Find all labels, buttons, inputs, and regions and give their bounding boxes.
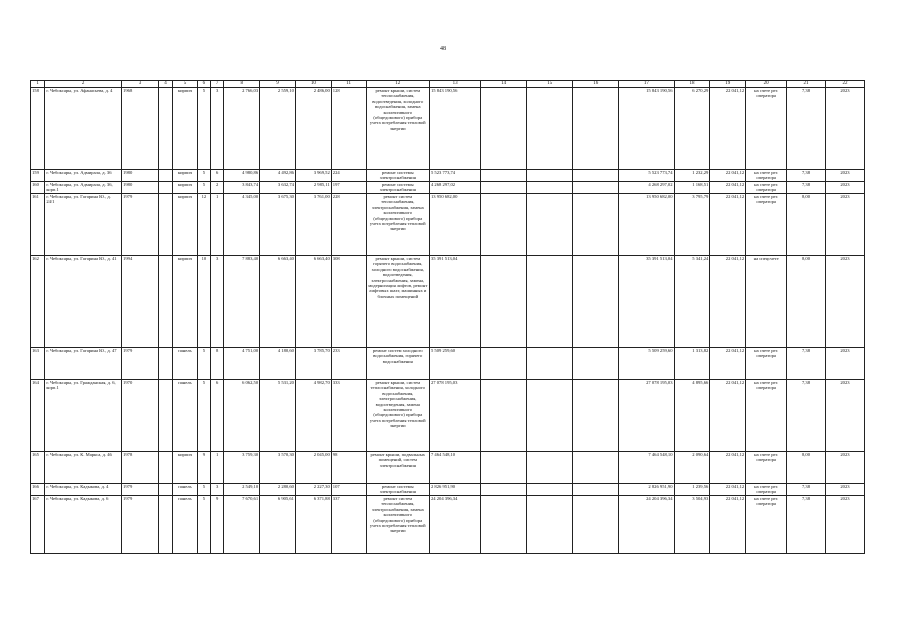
cell-a-living: 6 663,40: [260, 256, 296, 348]
cell-unit: 5 341,24: [674, 256, 710, 348]
cell-year: 1970: [122, 380, 159, 452]
cell-cost-fund: 24 204 396,34: [619, 496, 674, 554]
cell-c16: [573, 380, 619, 452]
cell-method: на счете рег. оператора: [746, 348, 787, 380]
cell-cost-fund: 27 078 195,03: [619, 380, 674, 452]
cell-cost-total: 13 950 682,00: [429, 194, 480, 256]
cell-a-living: 6 905,61: [260, 496, 296, 554]
cell-rate: 7,38: [787, 182, 826, 194]
cell-c16: [573, 88, 619, 170]
cell-c4: [158, 88, 172, 170]
cell-c14: [481, 380, 527, 452]
column-number: 2: [45, 81, 122, 88]
table-row: [31, 88, 865, 170]
cell-a-res: 2 985,11: [295, 182, 331, 194]
cell-wall: кирпич: [173, 452, 198, 484]
cell-limit: 22 041,12: [710, 452, 746, 484]
cell-method: на счете рег. оператора: [746, 484, 787, 496]
repair-program-table: [30, 80, 865, 554]
cell-c4: [158, 194, 172, 256]
cell-addr: г. Чебоксары, ул. Афанасьева, д. 4: [45, 88, 122, 170]
cell-term: 2023: [825, 182, 864, 194]
column-number: 14: [481, 81, 527, 88]
cell-cost-fund: 5 523 773,74: [619, 170, 674, 182]
cell-wall: кирпич: [173, 88, 198, 170]
cell-cost-total: 2 826 951,90: [429, 484, 480, 496]
cell-unit: 1 239,56: [674, 484, 710, 496]
cell-addr: г. Чебоксары, ул. Гагарина Ю., д. 41: [45, 256, 122, 348]
cell-c14: [481, 194, 527, 256]
cell-rate: 7,38: [787, 348, 826, 380]
cell-a-res: 3 785,70: [295, 348, 331, 380]
cell-works: ремонт системы электроснабжения: [366, 484, 429, 496]
cell-term: 2023: [825, 484, 864, 496]
table-row: [31, 496, 865, 554]
cell-c16: [573, 182, 619, 194]
cell-unit: 3 795,79: [674, 194, 710, 256]
cell-unit: 1 313,82: [674, 348, 710, 380]
table-row: [31, 182, 865, 194]
cell-n: 164: [31, 380, 45, 452]
cell-addr: г. Чебоксары, ул. Кадыкова, д. 6: [45, 496, 122, 554]
cell-rate: 7,38: [787, 496, 826, 554]
cell-limit: 22 041,12: [710, 182, 746, 194]
cell-a-total: 4 980,86: [224, 170, 260, 182]
column-number: 9: [260, 81, 296, 88]
cell-limit: 22 041,12: [710, 194, 746, 256]
cell-c15: [527, 348, 573, 380]
cell-rate: 7,38: [787, 170, 826, 182]
cell-ent: 1: [211, 194, 224, 256]
cell-year: 1978: [122, 452, 159, 484]
cell-people: 128: [331, 88, 366, 170]
cell-works: ремонт крыши, систем теплоснабжения, холодного водоснабжения, электроснабжения, водоотведения, замена коллективного (общедомового) прибора учета потребления тепловой энергии: [366, 380, 429, 452]
cell-n: 159: [31, 170, 45, 182]
cell-term: 2023: [825, 194, 864, 256]
cell-a-total: 2 766,03: [224, 88, 260, 170]
cell-method: на спецсчете: [746, 256, 787, 348]
cell-a-res: 3 969,52: [295, 170, 331, 182]
cell-cost-total: 4 268 297,02: [429, 182, 480, 194]
cell-limit: 22 041,12: [710, 484, 746, 496]
table-row: [31, 484, 865, 496]
column-number: 6: [197, 81, 210, 88]
cell-ent: 6: [211, 170, 224, 182]
cell-c15: [527, 194, 573, 256]
cell-works: ремонт системы электроснабжения: [366, 170, 429, 182]
column-number: 22: [825, 81, 864, 88]
cell-method: на счете рег. оператора: [746, 88, 787, 170]
cell-works: ремонт систем теплоснабжения, электроснабжения, замена коллективного (общедомового) прибора учета потребления тепловой энергии: [366, 194, 429, 256]
column-number: 15: [527, 81, 573, 88]
cell-addr: г. Чебоксары, ул. Адмирала, д. 36: [45, 170, 122, 182]
cell-a-res: 6 663,40: [295, 256, 331, 348]
cell-ent: 3: [211, 88, 224, 170]
cell-addr: г. Чебоксары, ул. К. Маркса, д. 46: [45, 452, 122, 484]
table-row: [31, 380, 865, 452]
cell-a-res: 2 045,00: [295, 452, 331, 484]
column-number: 7: [211, 81, 224, 88]
cell-c4: [158, 496, 172, 554]
cell-unit: 4 895,66: [674, 380, 710, 452]
cell-cost-fund: 35 391 513,04: [619, 256, 674, 348]
cell-rate: 8,00: [787, 452, 826, 484]
cell-works: ремонт крыши, систем горячего водоснабжения, холодного водоснабжения, водоотведения, электроснабжения, замена, модернизация лифтов, ремонт лифтовых шахт, машинных и блочных помещений: [366, 256, 429, 348]
cell-cost-fund: 2 826 951,90: [619, 484, 674, 496]
cell-people: 197: [331, 182, 366, 194]
cell-wall: панель: [173, 496, 198, 554]
cell-floors: 10: [197, 256, 210, 348]
cell-ent: 1: [211, 452, 224, 484]
cell-c14: [481, 496, 527, 554]
cell-c16: [573, 348, 619, 380]
cell-cost-total: 35 391 513,04: [429, 256, 480, 348]
cell-a-total: 7 883,40: [224, 256, 260, 348]
column-number: 16: [573, 81, 619, 88]
cell-a-living: 3 632,74: [260, 182, 296, 194]
cell-c15: [527, 256, 573, 348]
cell-people: 98: [331, 452, 366, 484]
column-number: 12: [366, 81, 429, 88]
cell-rate: 7,38: [787, 484, 826, 496]
cell-ent: 6: [211, 380, 224, 452]
cell-c16: [573, 256, 619, 348]
cell-a-res: 6 371,88: [295, 496, 331, 554]
cell-method: на счете рег. оператора: [746, 182, 787, 194]
cell-a-living: 4 492,86: [260, 170, 296, 182]
cell-a-living: 5 531,20: [260, 380, 296, 452]
cell-ent: 2: [211, 182, 224, 194]
cell-people: 107: [331, 484, 366, 496]
cell-c4: [158, 182, 172, 194]
column-number: 18: [674, 81, 710, 88]
cell-c14: [481, 182, 527, 194]
cell-year: 1979: [122, 194, 159, 256]
cell-unit: 1 232,29: [674, 170, 710, 182]
cell-ent: 3: [211, 484, 224, 496]
column-number: 19: [710, 81, 746, 88]
cell-floors: 12: [197, 194, 210, 256]
cell-people: 224: [331, 170, 366, 182]
cell-term: 2023: [825, 496, 864, 554]
cell-cost-total: 15 843 190,56: [429, 88, 480, 170]
column-number: 10: [295, 81, 331, 88]
cell-addr: г. Чебоксары, ул. Гражданская, д. 6, корп.1: [45, 380, 122, 452]
cell-c14: [481, 170, 527, 182]
cell-rate: 7,38: [787, 88, 826, 170]
cell-floors: 5: [197, 348, 210, 380]
cell-c14: [481, 256, 527, 348]
cell-people: 337: [331, 496, 366, 554]
cell-year: 1994: [122, 256, 159, 348]
cell-cost-fund: 7 464 548,10: [619, 452, 674, 484]
cell-c15: [527, 452, 573, 484]
cell-term: 2023: [825, 348, 864, 380]
cell-c16: [573, 496, 619, 554]
cell-c15: [527, 170, 573, 182]
cell-floors: 5: [197, 182, 210, 194]
column-number: 8: [224, 81, 260, 88]
cell-a-total: 3 759,30: [224, 452, 260, 484]
cell-limit: 22 041,12: [710, 256, 746, 348]
cell-c14: [481, 348, 527, 380]
column-number: 11: [331, 81, 366, 88]
cell-a-res: 2 486,00: [295, 88, 331, 170]
cell-a-total: 6 062,50: [224, 380, 260, 452]
cell-people: 308: [331, 256, 366, 348]
cell-method: на счете рег. оператора: [746, 496, 787, 554]
cell-year: 1980: [122, 182, 159, 194]
cell-n: 167: [31, 496, 45, 554]
cell-term: 2023: [825, 256, 864, 348]
cell-c15: [527, 88, 573, 170]
cell-unit: 1 168,51: [674, 182, 710, 194]
cell-people: 233: [331, 348, 366, 380]
cell-year: 1968: [122, 88, 159, 170]
cell-c4: [158, 170, 172, 182]
cell-people: 333: [331, 380, 366, 452]
cell-limit: 22 041,12: [710, 380, 746, 452]
column-number: 21: [787, 81, 826, 88]
column-number: 13: [429, 81, 480, 88]
cell-ent: 8: [211, 348, 224, 380]
cell-works: ремонт крыши, систем теплоснабжения, водоотведения, холодного водоснабжения, замена коллективного (общедомового) прибора учета потребления тепловой энергии: [366, 88, 429, 170]
table-row: [31, 256, 865, 348]
cell-method: на счете рег. оператора: [746, 194, 787, 256]
cell-wall: кирпич: [173, 194, 198, 256]
cell-a-res: 3 761,00: [295, 194, 331, 256]
cell-a-total: 3 843,74: [224, 182, 260, 194]
cell-cost-fund: 13 950 682,00: [619, 194, 674, 256]
cell-a-total: 4 751,00: [224, 348, 260, 380]
cell-c16: [573, 170, 619, 182]
cell-addr: г. Чебоксары, ул. Гагарина Ю., д. 47: [45, 348, 122, 380]
cell-floors: 5: [197, 496, 210, 554]
column-number: 5: [173, 81, 198, 88]
cell-cost-fund: 5 509 259,60: [619, 348, 674, 380]
cell-c4: [158, 348, 172, 380]
cell-c14: [481, 484, 527, 496]
cell-floors: 9: [197, 452, 210, 484]
cell-wall: кирпич: [173, 256, 198, 348]
cell-c16: [573, 452, 619, 484]
cell-cost-fund: 4 268 297,02: [619, 182, 674, 194]
cell-c14: [481, 88, 527, 170]
cell-n: 158: [31, 88, 45, 170]
cell-wall: кирпич: [173, 182, 198, 194]
column-number: 4: [158, 81, 172, 88]
column-number: 3: [122, 81, 159, 88]
cell-c14: [481, 452, 527, 484]
cell-works: ремонт систем холодного водоснабжения, горячего водоснабжения: [366, 348, 429, 380]
cell-limit: 22 041,12: [710, 348, 746, 380]
table-row: [31, 348, 865, 380]
column-number-row: [31, 81, 865, 88]
cell-ent: 9: [211, 496, 224, 554]
cell-rate: 8,00: [787, 256, 826, 348]
cell-c16: [573, 484, 619, 496]
cell-wall: панель: [173, 380, 198, 452]
cell-works: ремонт системы электроснабжения: [366, 182, 429, 194]
cell-a-living: 2 559,10: [260, 88, 296, 170]
cell-c15: [527, 380, 573, 452]
cell-cost-total: 5 509 259,60: [429, 348, 480, 380]
cell-people: 228: [331, 194, 366, 256]
cell-works: ремонт систем теплоснабжения, электроснабжения, замена коллективного (общедомового) прибора учета потребления тепловой энергии: [366, 496, 429, 554]
cell-c16: [573, 194, 619, 256]
cell-method: на счете рег. оператора: [746, 380, 787, 452]
cell-c4: [158, 256, 172, 348]
cell-ent: 3: [211, 256, 224, 348]
cell-a-total: 7 670,61: [224, 496, 260, 554]
cell-cost-fund: 15 843 190,56: [619, 88, 674, 170]
cell-method: на счете рег. оператора: [746, 452, 787, 484]
cell-term: 2023: [825, 170, 864, 182]
cell-cost-total: 7 464 548,10: [429, 452, 480, 484]
cell-c15: [527, 496, 573, 554]
cell-limit: 22 041,12: [710, 496, 746, 554]
column-number: 20: [746, 81, 787, 88]
cell-rate: 7,38: [787, 380, 826, 452]
column-number: 1: [31, 81, 45, 88]
cell-a-living: 3 675,30: [260, 194, 296, 256]
cell-unit: 3 504,93: [674, 496, 710, 554]
cell-a-living: 4 180,60: [260, 348, 296, 380]
cell-n: 162: [31, 256, 45, 348]
cell-term: 2023: [825, 88, 864, 170]
table-row: [31, 170, 865, 182]
cell-limit: 22 041,12: [710, 170, 746, 182]
cell-n: 166: [31, 484, 45, 496]
cell-unit: 6 270,29: [674, 88, 710, 170]
cell-rate: 8,00: [787, 194, 826, 256]
cell-a-living: 2 280,60: [260, 484, 296, 496]
cell-wall: панель: [173, 348, 198, 380]
cell-addr: г. Чебоксары, ул. Кадыкова, д. 4: [45, 484, 122, 496]
cell-works: ремонт крыши, подвальных помещений, систем электроснабжения: [366, 452, 429, 484]
cell-floors: 5: [197, 88, 210, 170]
cell-method: на счете рег. оператора: [746, 170, 787, 182]
cell-unit: 2 090,64: [674, 452, 710, 484]
cell-wall: кирпич: [173, 170, 198, 182]
cell-c4: [158, 484, 172, 496]
cell-year: 1979: [122, 348, 159, 380]
cell-cost-total: 27 078 195,03: [429, 380, 480, 452]
cell-addr: г. Чебоксары, ул. Гагарина Ю., д. 24/1: [45, 194, 122, 256]
cell-floors: 5: [197, 380, 210, 452]
cell-year: 1979: [122, 496, 159, 554]
cell-addr: г. Чебоксары, ул. Адмирала, д. 36, корп.1: [45, 182, 122, 194]
cell-c4: [158, 452, 172, 484]
cell-a-total: 4 345,00: [224, 194, 260, 256]
cell-year: 1980: [122, 170, 159, 182]
cell-a-res: 2 227,30: [295, 484, 331, 496]
cell-n: 165: [31, 452, 45, 484]
cell-n: 163: [31, 348, 45, 380]
cell-term: 2023: [825, 380, 864, 452]
cell-wall: панель: [173, 484, 198, 496]
cell-a-res: 4 982,70: [295, 380, 331, 452]
cell-year: 1979: [122, 484, 159, 496]
cell-limit: 22 041,12: [710, 88, 746, 170]
cell-floors: 5: [197, 484, 210, 496]
cell-cost-total: 24 204 396,34: [429, 496, 480, 554]
cell-floors: 5: [197, 170, 210, 182]
column-number: 17: [619, 81, 674, 88]
cell-c4: [158, 380, 172, 452]
cell-term: 2023: [825, 452, 864, 484]
cell-n: 160: [31, 182, 45, 194]
cell-c15: [527, 484, 573, 496]
cell-n: 161: [31, 194, 45, 256]
table-row: [31, 194, 865, 256]
cell-c15: [527, 182, 573, 194]
cell-cost-total: 5 523 773,74: [429, 170, 480, 182]
cell-a-living: 3 570,30: [260, 452, 296, 484]
cell-a-total: 2 549,10: [224, 484, 260, 496]
table-row: [31, 452, 865, 484]
page-number: 48: [440, 46, 446, 52]
